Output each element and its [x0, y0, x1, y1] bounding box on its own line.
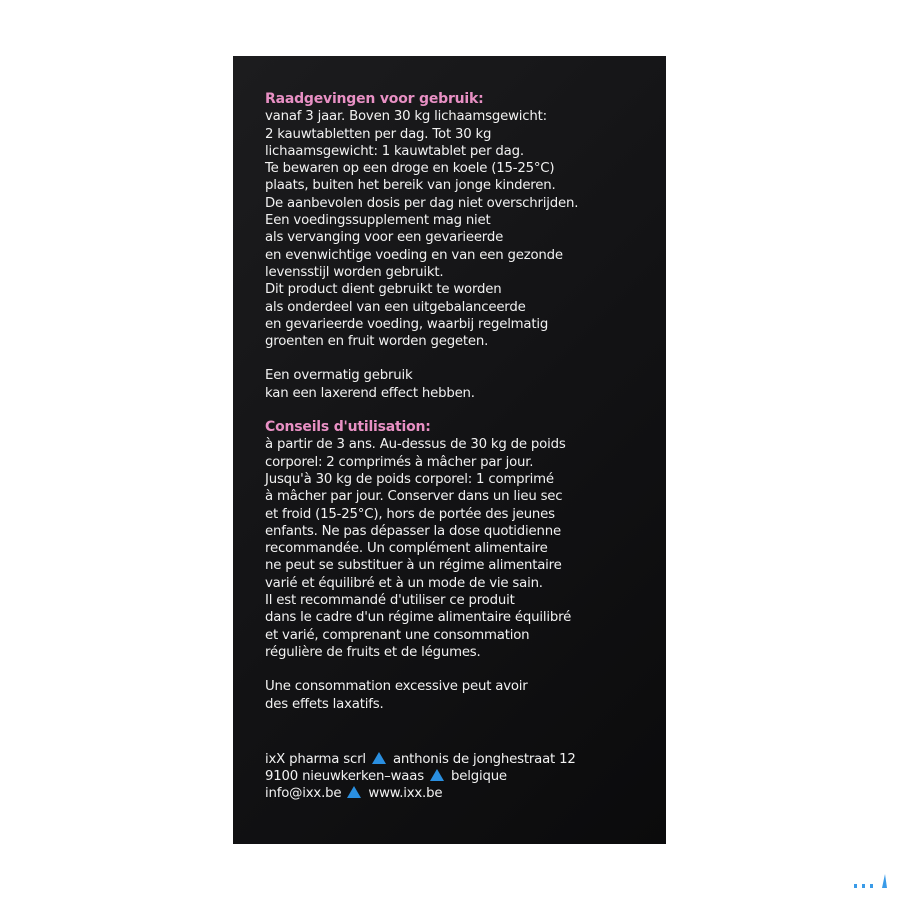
french-warning	[265, 678, 666, 713]
dutch-line: levensstijl worden gebruikt.	[265, 264, 444, 280]
contact-line-address	[265, 751, 666, 768]
email-address: info@ixx.be	[265, 786, 342, 802]
french-line: à partir de 3 ans. Au-dessus de 30 kg de poids	[265, 437, 566, 453]
dutch-line: en gevarieerde voeding, waarbij regelmatig	[265, 316, 549, 332]
brand-mark-icon	[852, 870, 892, 890]
website: www.ixx.be	[368, 786, 443, 802]
dutch-line: De aanbevolen dosis per dag niet overschrijden.	[265, 195, 579, 211]
spacer	[265, 713, 666, 751]
french-section	[265, 419, 666, 661]
dutch-section	[265, 91, 666, 350]
dutch-line: lichaamsgewicht: 1 kauwtablet per dag.	[265, 143, 524, 159]
dutch-line: 2 kauwtabletten per dag. Tot 30 kg	[265, 126, 492, 142]
company-name: ixX pharma scrl	[265, 751, 366, 767]
french-warning-line: des effets laxatifs.	[265, 696, 384, 712]
city: 9100 nieuwkerken–waas	[265, 769, 424, 785]
dutch-warning	[265, 367, 666, 402]
spacer	[265, 350, 666, 367]
french-line: Il est recommandé d'utiliser ce produit	[265, 593, 515, 609]
french-line: ne peut se substituer à un régime alimentaire	[265, 558, 562, 574]
contact-block	[265, 751, 666, 803]
street-address: anthonis de jonghestraat 12	[392, 751, 576, 767]
dutch-line: Dit product dient gebruikt te worden	[265, 282, 502, 298]
triangle-up-icon	[430, 769, 444, 781]
contact-line-web	[265, 785, 666, 802]
french-line: et froid (15-25°C), hors de portée des jeunes	[265, 506, 555, 522]
dutch-line: Te bewaren op een droge en koele (15-25°C)	[265, 161, 555, 177]
french-heading: Conseils d'utilisation:	[265, 419, 431, 436]
french-line: varié et équilibré et à un mode de vie sain.	[265, 575, 543, 591]
dutch-line: vanaf 3 jaar. Boven 30 kg lichaamsgewicht:	[265, 109, 547, 125]
french-line: régulière de fruits et de légumes.	[265, 644, 481, 660]
dutch-warning-line: kan een laxerend effect hebben.	[265, 385, 475, 401]
spacer	[265, 402, 666, 419]
dutch-line: plaats, buiten het bereik van jonge kinderen.	[265, 178, 556, 194]
dutch-line: als onderdeel van een uitgebalanceerde	[265, 299, 526, 315]
country: belgique	[451, 769, 507, 785]
contact-line-city	[265, 768, 666, 785]
french-line: et varié, comprenant une consommation	[265, 627, 530, 643]
dutch-warning-line: Een overmatig gebruik	[265, 368, 413, 384]
french-line: recommandée. Un complément alimentaire	[265, 541, 548, 557]
french-line: corporel: 2 comprimés à mâcher par jour.	[265, 454, 534, 470]
dutch-line: groenten en fruit worden gegeten.	[265, 334, 489, 350]
spacer	[265, 661, 666, 678]
dutch-line: als vervanging voor een gevarieerde	[265, 230, 504, 246]
french-line: à mâcher par jour. Conserver dans un lieu sec	[265, 489, 563, 505]
french-line: Jusqu'à 30 kg de poids corporel: 1 comprimé	[265, 471, 554, 487]
french-warning-line: Une consommation excessive peut avoir	[265, 679, 528, 695]
dutch-heading: Raadgevingen voor gebruik:	[265, 91, 484, 107]
french-line: dans le cadre d'un régime alimentaire équilibré	[265, 610, 572, 626]
dutch-line: en evenwichtige voeding en van een gezonde	[265, 247, 563, 263]
triangle-up-icon	[372, 752, 386, 764]
french-line: enfants. Ne pas dépasser la dose quotidienne	[265, 523, 561, 539]
dutch-line: Een voedingssupplement mag niet	[265, 213, 491, 229]
triangle-up-icon	[347, 786, 361, 798]
product-info-panel	[233, 56, 666, 844]
